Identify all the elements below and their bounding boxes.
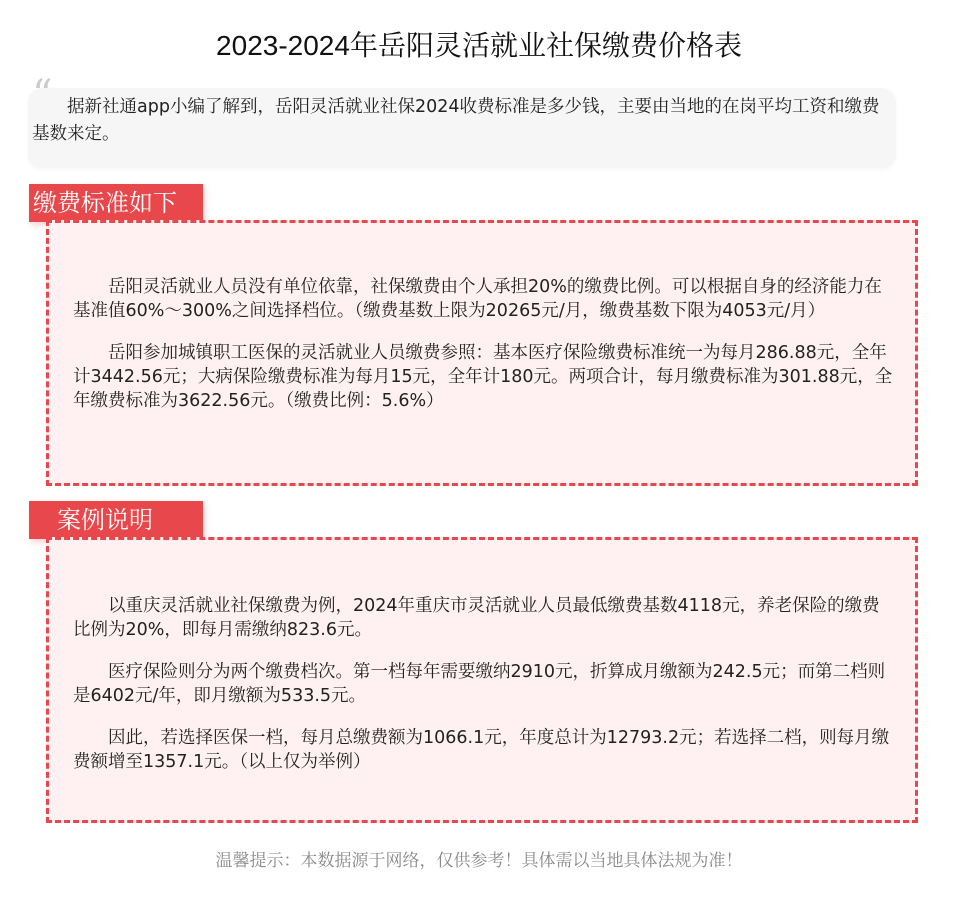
section-heading-standard: 缴费标准如下 <box>29 184 203 222</box>
section-box-standard <box>46 220 918 486</box>
page-title: 2023-2024年岳阳灵活就业社保缴费价格表 <box>216 30 742 61</box>
paragraph: 岳阳灵活就业人员没有单位依靠，社保缴费由个人承担20%的缴费比例。可以根据自身的经济能力在基准值60%～300%之间选择档位。（缴费基数上限为20265元/月，缴费基数下限为4053元/月） <box>73 277 882 321</box>
quote-icon: “ <box>32 72 53 118</box>
paragraph: 医疗保险则分为两个缴费档次。第一档每年需要缴纳2910元，折算成月缴额为242.5元；而第二档则是6402元/年，即月缴额为533.5元。 <box>73 662 886 706</box>
section-heading-example: 案例说明 <box>29 501 203 539</box>
footer-note: 温馨提示：本数据源于网络，仅供参考！具体需以当地具体法规为准！ <box>215 851 743 871</box>
paragraph: 因此，若选择医保一档，每月总缴费额为1066.1元，年度总计为12793.2元；若选择二档，则每月缴费额增至1357.1元。（以上仅为举例） <box>73 728 890 772</box>
intro-text: 据新社通app小编了解到，岳阳灵活就业社保2024收费标准是多少钱，主要由当地的在岗平均工资和缴费基数来定。 <box>32 97 880 144</box>
paragraph: 岳阳参加城镇职工医保的灵活就业人员缴费参照：基本医疗保险缴费标准统一为每月286.88元，全年计3442.56元；大病保险缴费标准为每月15元，全年计180元。两项合计，每月缴费标准为301.88元，全年缴费标准为3622.56元。（缴费比例：5.6%） <box>73 343 893 411</box>
intro-box <box>28 72 896 168</box>
section-box-example <box>46 537 918 823</box>
paragraph: 以重庆灵活就业社保缴费为例，2024年重庆市灵活就业人员最低缴费基数4118元，养老保险的缴费比例为20%，即每月需缴纳823.6元。 <box>73 596 880 640</box>
